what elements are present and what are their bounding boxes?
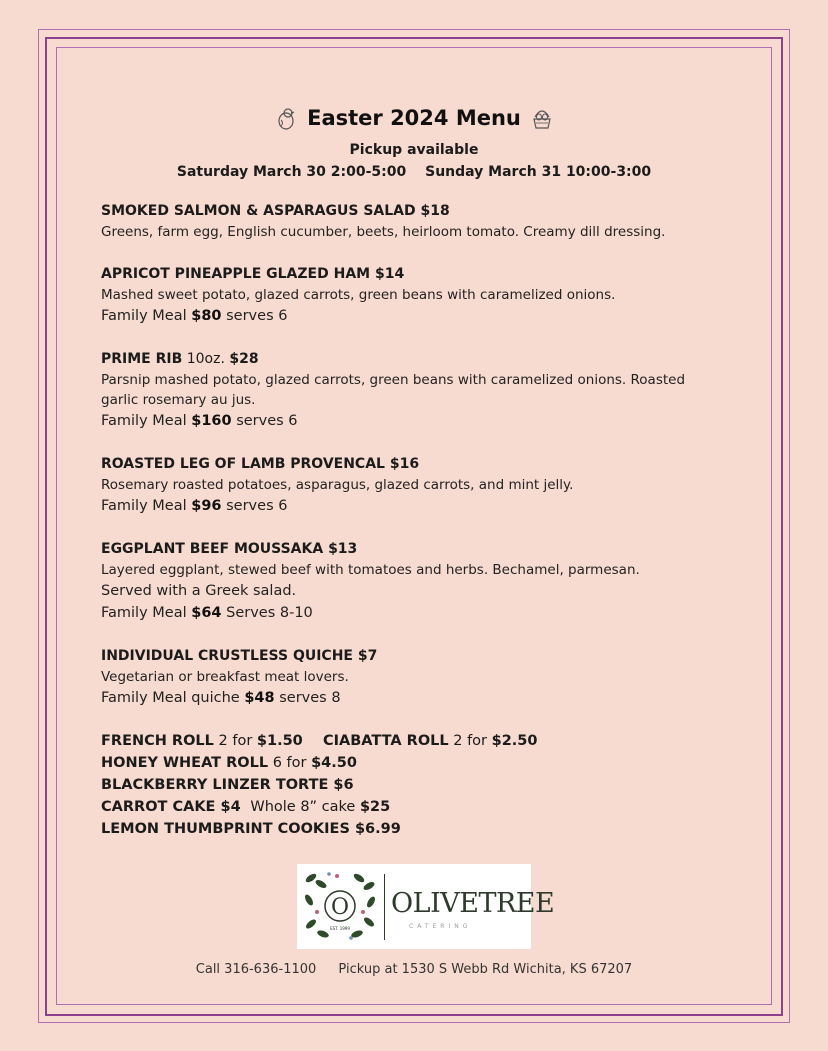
family-meal-label: Family Meal quiche <box>101 690 245 706</box>
item-name: ROASTED LEG OF LAMB PROVENCAL $16 <box>101 456 420 472</box>
item-description: Rosemary roasted potatoes, asparagus, glazed carrots, and mint jelly. <box>101 477 574 493</box>
logo-divider <box>384 874 385 940</box>
item-name: APRICOT PINEAPPLE GLAZED HAM $14 <box>101 266 405 282</box>
footer-phone: Call 316-636-1100 <box>195 962 317 977</box>
item-description: Mashed sweet potato, glazed carrots, green beans with caramelized onions. <box>101 287 616 303</box>
family-meal-label: Family Meal <box>101 605 192 621</box>
extra-carrot-cake <box>101 796 721 818</box>
pickup-sunday: Sunday March 31 10:00-3:00 <box>425 164 652 180</box>
family-meal-label: Family Meal <box>101 308 192 324</box>
family-meal <box>101 410 721 432</box>
menu-item-quiche <box>101 645 721 709</box>
item-name: EGGPLANT BEEF MOUSSAKA $13 <box>101 541 358 557</box>
logo-name: OLIVETREE <box>391 888 555 919</box>
menu-list <box>101 200 721 840</box>
carrot-cake-whole: Whole 8” cake <box>245 799 360 815</box>
item-name <box>101 348 721 370</box>
family-meal-serves: serves 6 <box>221 308 288 324</box>
item-description: Layered eggplant, stewed beef with tomatoes and herbs. Bechamel, parmesan. <box>101 562 640 578</box>
footer <box>0 960 828 980</box>
family-meal-serves: Serves 8-10 <box>221 605 313 621</box>
item-price: $28 <box>229 351 259 367</box>
ciabatta-roll-price: $2.50 <box>491 733 538 749</box>
item-name: SMOKED SALMON & ASPARAGUS SALAD $18 <box>101 203 450 219</box>
family-meal <box>101 602 721 624</box>
extra-honey-wheat-roll <box>101 752 721 774</box>
menu-item-moussaka <box>101 538 721 624</box>
item-description: Greens, farm egg, English cucumber, beets, heirloom tomato. Creamy dill dressing. <box>101 224 666 240</box>
ciabatta-roll-qty: 2 for <box>448 733 492 749</box>
family-meal-label: Family Meal <box>101 413 192 429</box>
family-meal <box>101 305 721 327</box>
family-meal <box>101 495 721 517</box>
menu-item-glazed-ham <box>101 263 721 327</box>
family-meal-price: $80 <box>191 308 222 324</box>
family-meal-serves: serves 6 <box>221 498 288 514</box>
olivetree-logo <box>297 864 555 949</box>
family-meal-price: $160 <box>191 413 232 429</box>
honey-roll-qty: 6 for <box>268 755 312 771</box>
family-meal-price: $48 <box>244 690 275 706</box>
extras-list <box>101 730 721 840</box>
extra-lemon-cookies: LEMON THUMBPRINT COOKIES $6.99 <box>101 821 401 837</box>
carrot-cake-name: CARROT CAKE $4 <box>101 799 241 815</box>
chick-icon <box>275 105 297 131</box>
french-roll-price: $1.50 <box>256 733 303 749</box>
page-title: Easter 2024 Menu <box>307 106 521 130</box>
french-roll-name: FRENCH ROLL <box>101 733 214 749</box>
menu-header <box>0 96 828 183</box>
family-meal-serves: serves 6 <box>231 413 298 429</box>
title-row <box>0 96 828 140</box>
item-description-extra: Served with a Greek salad. <box>101 583 297 599</box>
french-roll-qty: 2 for <box>213 733 257 749</box>
carrot-cake-whole-price: $25 <box>359 799 391 815</box>
pickup-dates <box>0 161 828 183</box>
ciabatta-roll-name: CIABATTA ROLL <box>322 733 449 749</box>
menu-item-leg-of-lamb <box>101 453 721 517</box>
item-name-text: PRIME RIB <box>101 351 183 367</box>
family-meal-price: $64 <box>191 605 222 621</box>
item-description: Parsnip mashed potato, glazed carrots, green beans with caramelized onions. Roasted garlic rosemary au jus. <box>101 372 686 408</box>
honey-roll-name: HONEY WHEAT ROLL <box>101 755 269 771</box>
extra-linzer-torte: BLACKBERRY LINZER TORTE $6 <box>101 777 354 793</box>
menu-item-prime-rib <box>101 348 721 432</box>
svg-text:O: O <box>330 895 350 920</box>
item-name: INDIVIDUAL CRUSTLESS QUICHE $7 <box>101 648 378 664</box>
footer-address: Pickup at 1530 S Webb Rd Wichita, KS 67207 <box>338 962 633 977</box>
extra-rolls <box>101 730 721 752</box>
honey-roll-price: $4.50 <box>311 755 357 771</box>
olive-tree-logo-icon <box>297 864 383 949</box>
family-meal-serves: serves 8 <box>274 690 341 706</box>
pickup-available: Pickup available <box>349 142 479 158</box>
easter-basket-icon <box>531 105 553 131</box>
logo-subtitle: CATERING <box>409 923 472 930</box>
pickup-saturday: Saturday March 30 2:00-5:00 <box>176 164 407 180</box>
family-meal <box>101 687 721 709</box>
item-portion: 10oz. <box>182 351 230 367</box>
family-meal-label: Family Meal <box>101 498 192 514</box>
menu-item-salmon-salad <box>101 200 721 242</box>
logo-est: EST. 1999 <box>330 926 350 931</box>
family-meal-price: $96 <box>191 498 222 514</box>
item-description: Vegetarian or breakfast meat lovers. <box>101 669 349 685</box>
